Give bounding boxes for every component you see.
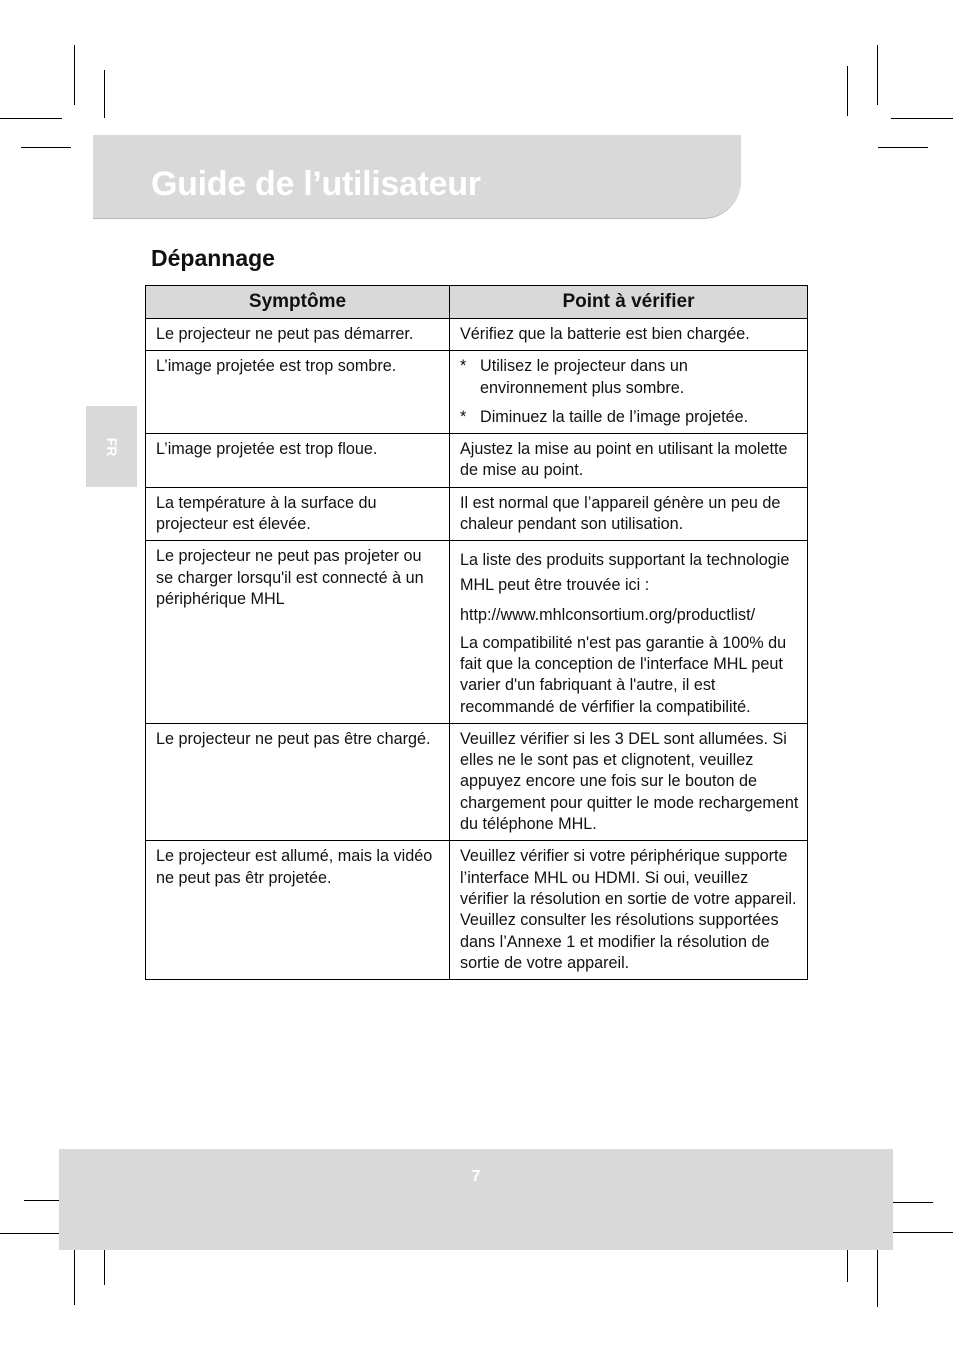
check-paragraph: La liste des produits supportant la technologie MHL peut être trouvée ici : — [460, 551, 790, 595]
footer-band — [59, 1149, 893, 1250]
table-row — [146, 319, 808, 351]
page-title: Guide de l’utilisateur — [151, 165, 481, 203]
check-cell: Vérifiez que la batterie est bien chargée. — [450, 319, 808, 351]
troubleshooting-table — [145, 285, 808, 980]
check-cell: Ajustez la mise au point en utilisant la molette de mise au point. — [450, 434, 808, 488]
symptom-cell: La température à la surface du projecteur est élevée. — [146, 487, 450, 541]
crop-mark — [877, 45, 878, 105]
table-row — [146, 841, 808, 980]
bullet-item — [460, 407, 799, 428]
page-number: 7 — [471, 1168, 481, 1185]
column-header-symptom: Symptôme — [146, 286, 450, 319]
symptom-cell: L’image projetée est trop floue. — [146, 434, 450, 488]
bullet-text: Diminuez la taille de l’image projetée. — [480, 407, 749, 426]
bullet-item — [460, 356, 799, 399]
check-cell: Veuillez vérifier si les 3 DEL sont allumées. Si elles ne le sont pas et clignotent, veuillez appuyez encore une fois sur le bouton de chargement pour quitter le mode rechargement du téléphone MHL. — [450, 723, 808, 840]
bullet-marker: * — [460, 357, 467, 376]
crop-mark — [104, 70, 105, 118]
check-cell: Il est normal que l’appareil génère un peu de chaleur pendant son utilisation. — [450, 487, 808, 541]
table-header-row — [146, 286, 808, 319]
table-row — [146, 723, 808, 840]
section-title: Dépannage — [151, 245, 275, 271]
symptom-cell: Le projecteur ne peut pas projeter ou se charger lorsqu'il est connecté à un périphérique MHL — [146, 541, 450, 723]
crop-mark — [74, 1245, 75, 1305]
symptom-cell: L’image projetée est trop sombre. — [146, 351, 450, 434]
bullet-text: Utilisez le projecteur dans un environnement plus sombre. — [480, 357, 688, 397]
table-row — [146, 351, 808, 434]
symptom-cell: Le projecteur ne peut pas démarrer. — [146, 319, 450, 351]
crop-mark — [878, 147, 928, 148]
language-tab-label: FR — [103, 437, 120, 456]
crop-mark — [74, 45, 75, 105]
language-tab — [86, 406, 137, 487]
symptom-cell: Le projecteur est allumé, mais la vidéo ne peut pas êtr projetée. — [146, 841, 450, 980]
crop-mark — [891, 1232, 953, 1233]
check-cell: Veuillez vérifier si votre périphérique supporte l’interface MHL ou HDMI. Si oui, veuillez vérifier la résolution en sortie de votre appareil. Veuillez consulter les résolutions supportées dans l’Annexe 1 et modifier la résolution de sortie de votre appareil. — [450, 841, 808, 980]
table-row — [146, 541, 808, 723]
column-header-check: Point à vérifier — [450, 286, 808, 319]
header-band — [93, 135, 741, 219]
bullet-marker: * — [460, 407, 467, 426]
check-cell — [450, 351, 808, 434]
table-row — [146, 487, 808, 541]
mhl-product-list-link[interactable]: http://www.mhlconsortium.org/productlist/ — [460, 606, 756, 625]
crop-mark — [891, 118, 953, 119]
crop-mark — [847, 66, 848, 116]
check-paragraph: La compatibilité n'est pas garantie à 100% du fait que la conception de l'interface MHL peut varier d'un fabriquant à l'autre, il est recommandé de vérfifier la compatibilité. — [460, 633, 787, 716]
check-cell — [450, 541, 808, 723]
symptom-cell: Le projecteur ne peut pas être chargé. — [146, 723, 450, 840]
crop-mark — [877, 1245, 878, 1307]
crop-mark — [0, 1233, 62, 1234]
table-row — [146, 434, 808, 488]
crop-mark — [21, 147, 71, 148]
crop-mark — [0, 118, 62, 119]
